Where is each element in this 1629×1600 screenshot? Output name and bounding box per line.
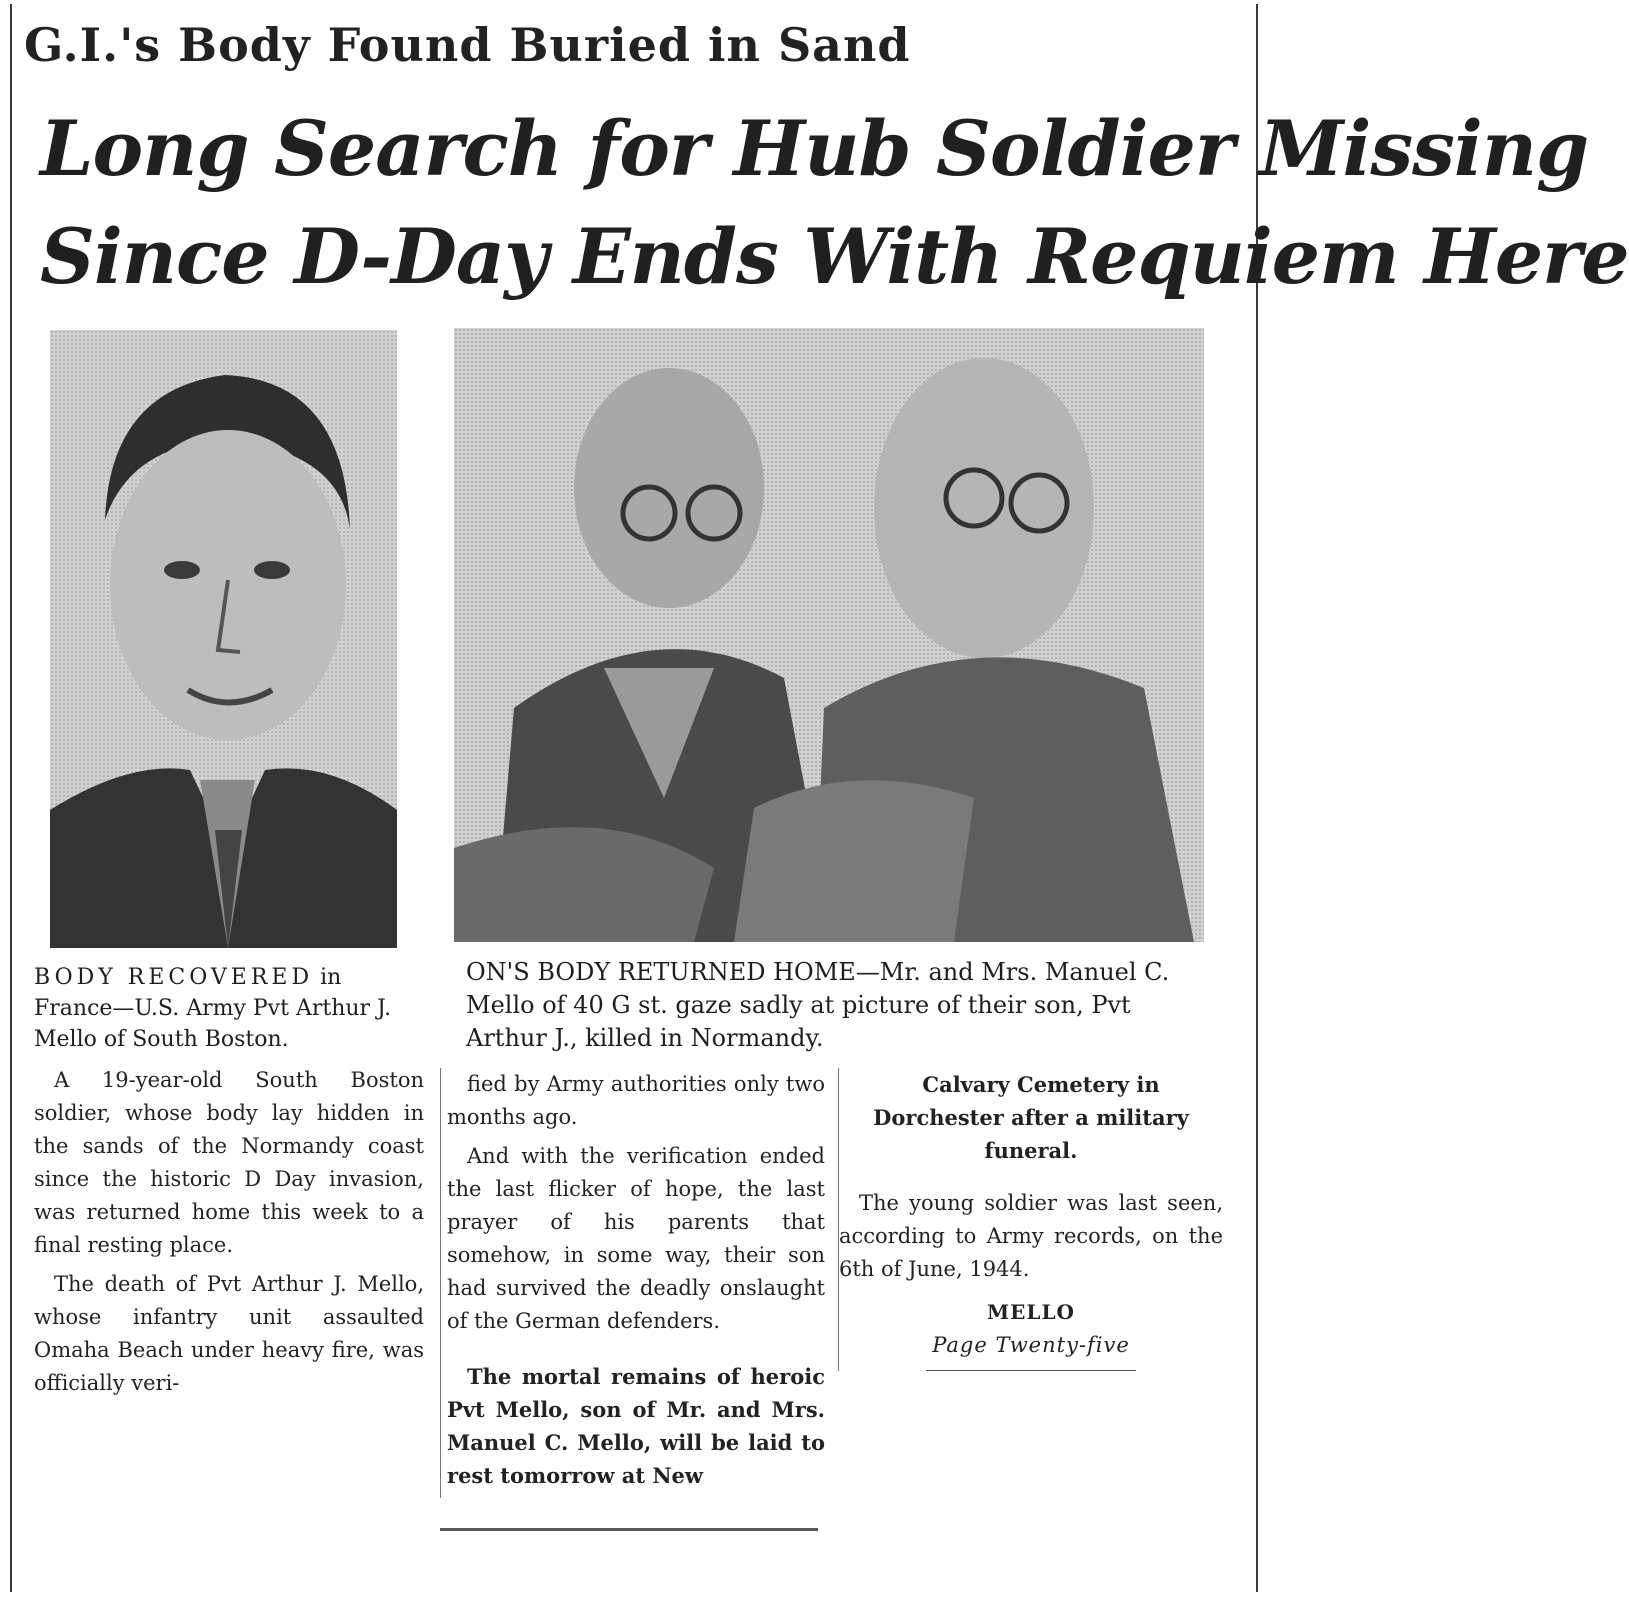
jump-page: Page Twenty-five (932, 1333, 1130, 1357)
article-paragraph-bold: Calvary Cemetery in Dorchester after a military funeral. (873, 1072, 1189, 1163)
article-paragraph: The death of Pvt Arthur J. Mello, whose infantry unit assaulted Omaha Beach under heavy fire, was officially veri- (34, 1272, 424, 1395)
article-column-2 (440, 1068, 825, 1498)
kicker-headline: G.I.'s Body Found Buried in Sand (24, 18, 911, 72)
article-paragraph: A 19-year-old South Boston soldier, whose body lay hidden in the sands of the Normandy coast since the historic D Day invasion, was returned home this week to a final resting place. (34, 1068, 424, 1257)
headline-line-1: Long Search for Hub Soldier Missing (40, 104, 1589, 193)
caption-left-lead: BODY RECOVERED (34, 965, 314, 990)
article-column-1 (34, 1064, 424, 1406)
headline-line-2: Since D-Day Ends With Requiem Here (40, 212, 1629, 301)
article-paragraph: The young soldier was last seen, according to Army records, on the 6th of June, 1944. (839, 1191, 1223, 1281)
article-paragraph-bold: The mortal remains of heroic Pvt Mello, son of Mr. and Mrs. Manuel C. Mello, will be laid to rest tomorrow at New (447, 1364, 825, 1488)
jump-title: MELLO (987, 1300, 1075, 1324)
divider (440, 1528, 818, 1531)
caption-left-text: in France—U.S. Army Pvt Arthur J. Mello of South Boston. (34, 965, 392, 1052)
parents-photo (454, 328, 1204, 942)
article-paragraph: fied by Army authorities only two months ago. (447, 1072, 825, 1129)
article-column-3 (838, 1068, 1223, 1371)
soldier-portrait-photo (50, 330, 397, 948)
photo-caption-left (34, 962, 424, 1055)
continuation-jump (839, 1296, 1223, 1371)
article-paragraph: And with the verification ended the last flicker of hope, the last prayer of his parents that somehow, in some way, their son had survived the deadly onslaught of the German defenders. (447, 1144, 825, 1333)
divider (926, 1370, 1136, 1371)
photo-caption-right: ON'S BODY RETURNED HOME—Mr. and Mrs. Manuel C. Mello of 40 G st. gaze sadly at picture of their son, Pvt Arthur J., killed in Normandy. (466, 958, 1170, 1052)
